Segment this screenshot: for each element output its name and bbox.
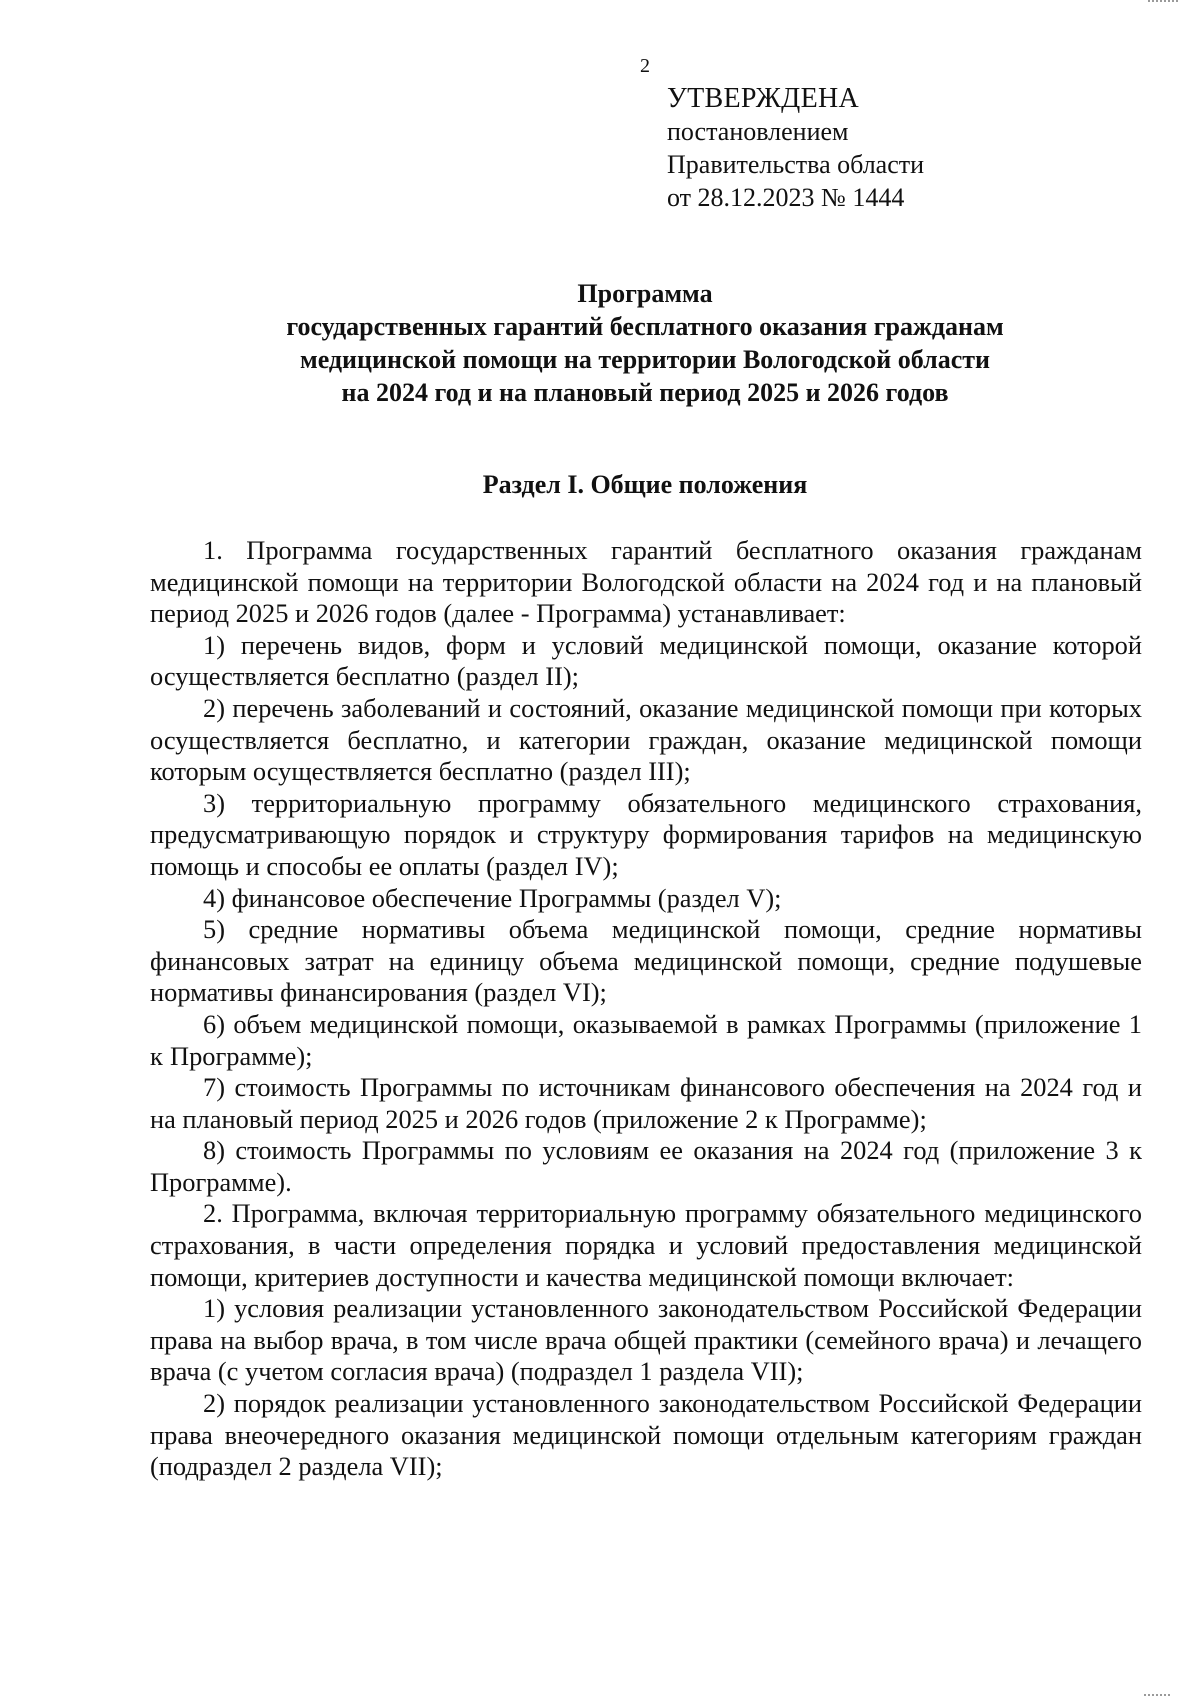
approval-stamp-block [667, 82, 1087, 214]
section-heading: Раздел I. Общие положения [482, 470, 808, 499]
document-body [150, 535, 1142, 1483]
paragraph-2: 2. Программа, включая территориальную программу обязательного медицинского страхования, в части определения порядка и условий предоставления медицинской помощи, критериев доступности и качества медицинской помощи включает: [150, 1198, 1142, 1292]
paragraph-1-item-1: 1) перечень видов, форм и условий медицинской помощи, оказание которой осуществляется бесплатно (раздел II); [150, 629, 1142, 692]
page-number: 2 [640, 55, 650, 77]
paragraph-1-item-4: 4) финансовое обеспечение Программы (раздел V); [203, 882, 782, 913]
paragraph-1-item-6: 6) объем медицинской помощи, оказываемой в рамках Программы (приложение 1 к Программе); [150, 1008, 1142, 1071]
title-line-2: государственных гарантий бесплатного оказания гражданам [286, 312, 1004, 341]
paragraph-2-item-1: 1) условия реализации установленного законодательством Российской Федерации права на выбор врача, в том числе врача общей практики (семейного врача) и лечащего врача (с учетом согласия врача) (подраздел 1 раздела VII); [150, 1293, 1142, 1387]
approval-date-number: от 28.12.2023 № 1444 [667, 183, 905, 212]
document-title [150, 277, 1140, 409]
paragraph-1: 1. Программа государственных гарантий бесплатного оказания гражданам медицинской помощи на территории Вологодской области на 2024 год и на плановый период 2025 и 2026 годов (далее - Программа) устанавливает: [150, 535, 1142, 629]
approval-act-type: постановлением [667, 117, 849, 146]
approval-authority: Правительства области [667, 150, 925, 179]
scan-artifact-bottom [1144, 1691, 1170, 1696]
paragraph-1-item-5: 5) средние нормативы объема медицинской помощи, средние нормативы финансовых затрат на единицу объема медицинской помощи, средние подушевые нормативы финансирования (раздел VI); [150, 914, 1142, 1008]
title-line-4: на 2024 год и на плановый период 2025 и 2026 годов [341, 378, 949, 407]
paragraph-1-item-8: 8) стоимость Программы по условиям ее оказания на 2024 год (приложение 3 к Программе). [150, 1135, 1142, 1197]
paragraph-1-item-2: 2) перечень заболеваний и состояний, оказание медицинской помощи при которых осуществляется бесплатно, и категории граждан, оказание медицинской помощи которым осуществляется бесплатно (раздел III); [150, 692, 1142, 787]
paragraph-1-item-7: 7) стоимость Программы по источникам финансового обеспечения на 2024 год и на плановый период 2025 и 2026 годов (приложение 2 к Программе); [150, 1072, 1142, 1134]
approval-status: УТВЕРЖДЕНА [667, 83, 860, 114]
title-line-3: медицинской помощи на территории Вологодской области [299, 345, 990, 374]
title-line-1: Программа [577, 279, 713, 308]
scan-artifact-top [1148, 0, 1178, 5]
paragraph-1-item-3: 3) территориальную программу обязательного медицинского страхования, предусматривающую порядок и структуру формирования тарифов на медицинскую помощь и способы ее оплаты (раздел IV); [150, 787, 1142, 881]
paragraph-2-item-2: 2) порядок реализации установленного законодательством Российской Федерации права внеочередного оказания медицинской помощи отдельным категориям граждан (подраздел 2 раздела VII); [150, 1388, 1142, 1482]
